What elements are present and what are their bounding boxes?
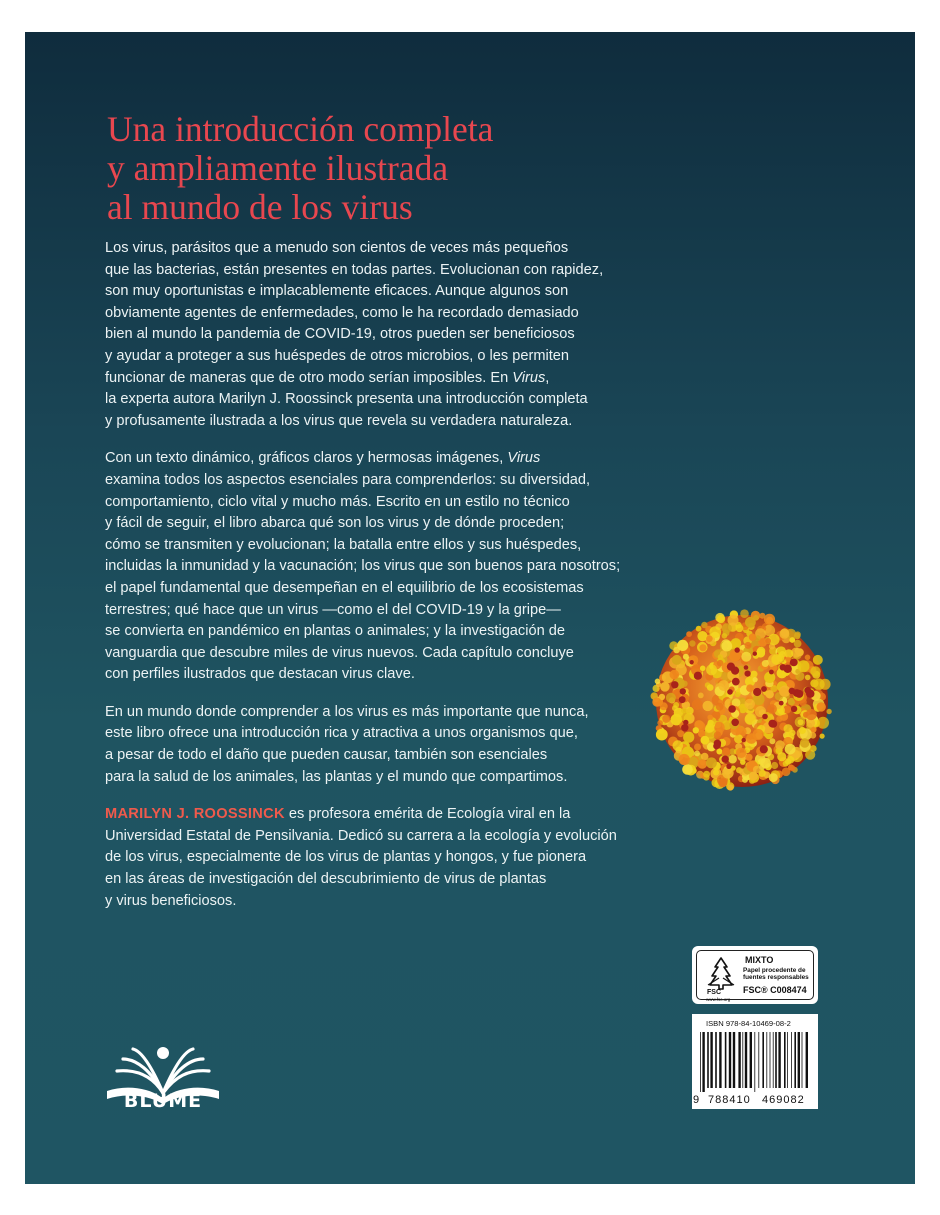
virus-spike [736, 748, 746, 758]
virus-spike [782, 768, 791, 777]
virus-spike [741, 652, 751, 662]
author-name: MARILYN J. ROOSSINCK [105, 806, 285, 823]
virus-spike [806, 709, 817, 720]
virus-spike [810, 745, 817, 752]
text-line: para la salud de los animales, las plantas y el mundo que compartimos. [105, 768, 568, 785]
text-line [105, 368, 665, 390]
fsc-url: www.fsc.org [706, 997, 731, 1002]
text-line: Universidad Estatal de Pensilvania. Dedicó su carrera a la ecología y evolución [105, 827, 617, 844]
virus-surface [761, 686, 767, 692]
barcode-bar [758, 1032, 759, 1088]
barcode-bar [719, 1032, 721, 1088]
virus-surface [790, 659, 798, 667]
barcode-bar [738, 1032, 740, 1088]
text-line: comportamiento, ciclo vital y mucho más. Escrito en un estilo no técnico [105, 493, 570, 510]
virus-spike [655, 679, 661, 685]
barcode-bar [773, 1032, 774, 1088]
virus-surface [753, 652, 757, 656]
cover-headline [107, 110, 667, 227]
text-line: y ayudar a proteger a sus huéspedes de otros microbios, o les permiten [105, 347, 570, 364]
virus-spike [735, 692, 740, 697]
virus-surface [680, 688, 686, 694]
fsc-label: MIXTO [745, 955, 774, 965]
virus-spike [707, 715, 713, 721]
barcode-bar [775, 1032, 777, 1088]
fsc-badge [692, 946, 818, 1004]
isbn-text: ISBN 978-84-10469-08-2 [706, 1019, 791, 1028]
virus-spike [740, 609, 749, 618]
virus-spike [765, 638, 771, 644]
virus-spike [707, 684, 714, 691]
text-line: terrestres; qué hace que un virus —como el del COVID-19 y la gripe— [105, 601, 561, 618]
virus-surface [804, 687, 811, 694]
virus-spike [745, 617, 756, 628]
virus-spike [779, 651, 786, 658]
virus-spike [757, 647, 765, 655]
barcode-bar [798, 1032, 800, 1088]
text-fragment: funcionar de maneras que de otro modo serían imposibles. En [105, 369, 509, 386]
text-line [105, 448, 665, 470]
text-line: vanguardia que descubre miles de virus nuevos. Cada capítulo concluye [105, 644, 574, 661]
virus-surface [683, 720, 688, 725]
text-fragment: , [545, 369, 550, 386]
virus-spike [740, 759, 746, 765]
fsc-mark: FSC [707, 989, 721, 996]
virus-illustration [647, 597, 837, 805]
barcode-bar [745, 1032, 747, 1088]
virus-spike [810, 679, 818, 687]
virus-spike [670, 670, 680, 680]
virus-spike [718, 680, 729, 691]
virus-spike [820, 734, 825, 739]
virus-spike [662, 715, 670, 723]
virus-surface [726, 764, 731, 769]
virus-spike [776, 716, 782, 722]
virus-spike [689, 640, 695, 646]
virus-spike [775, 740, 785, 750]
virus-spike [805, 655, 811, 661]
barcode-bar [791, 1032, 792, 1088]
text-line: examina todos los aspectos esenciales para comprenderlos: su diversidad, [105, 471, 591, 488]
virus-spike [780, 629, 790, 639]
virus-spike [734, 734, 743, 743]
virus-spike [810, 732, 816, 738]
isbn-barcode-box [692, 1014, 818, 1109]
book-title-italic: Virus [512, 369, 546, 386]
virus-surface [713, 743, 720, 750]
virus-spike [701, 736, 710, 745]
virus-spike [769, 738, 775, 744]
barcode-bar [802, 1032, 803, 1088]
virus-spike [681, 681, 687, 687]
text-line: bien al mundo la pandemia de COVID-19, otros pueden ser beneficiosos [105, 326, 575, 343]
virus-spike [698, 693, 704, 699]
virus-spike [660, 682, 670, 692]
virus-spike [672, 655, 682, 665]
virus-spike [718, 778, 727, 787]
virus-surface [762, 714, 768, 720]
book-title-italic: Virus [507, 450, 541, 467]
virus-spike [698, 759, 708, 769]
virus-surface [731, 719, 739, 727]
text-line: y fácil de seguir, el libro abarca qué son los virus y de dónde proceden; [105, 515, 565, 532]
barcode-bar [778, 1032, 780, 1088]
fsc-description [743, 967, 817, 982]
virus-spike [722, 748, 730, 756]
virus-spike [677, 640, 688, 651]
barcode-bar [700, 1032, 701, 1092]
book-back-cover [25, 32, 915, 1184]
barcode-bar [806, 1032, 808, 1088]
barcode-bar [784, 1032, 786, 1088]
virus-spike [682, 764, 693, 775]
text-fragment: Con un texto dinámico, gráficos claros y hermosas imágenes, [105, 450, 504, 467]
virus-spike [716, 703, 724, 711]
virus-surface [769, 670, 774, 675]
blurb [105, 238, 665, 928]
virus-spike [745, 754, 752, 761]
blurb-paragraph-2 [105, 448, 665, 686]
virus-spike [700, 666, 706, 672]
barcode [700, 1032, 812, 1092]
text-line: y virus beneficiosos. [105, 892, 237, 909]
virus-spike [714, 731, 722, 739]
fsc-desc-line: Papel procedente de [743, 967, 806, 974]
virus-spike [784, 724, 793, 733]
virus-surface [791, 706, 797, 712]
isbn-digits-right: 469082 [762, 1094, 805, 1106]
virus-spike [753, 729, 764, 740]
virus-spike [688, 655, 698, 665]
barcode-bar [707, 1032, 709, 1088]
barcode-bar [787, 1032, 788, 1088]
text-line: el papel fundamental que desempeñan en el equilibrio de los ecosistemas [105, 579, 584, 596]
text-line: en las áreas de investigación del descubrimiento de virus de plantas [105, 871, 547, 888]
barcode-bar [766, 1032, 767, 1088]
virus-spike [721, 641, 732, 652]
fsc-frame [696, 950, 814, 1000]
virus-spike [708, 720, 714, 726]
text-line: cómo se transmiten y evolucionan; la batalla entre ellos y sus huéspedes, [105, 536, 582, 553]
virus-spike [799, 727, 806, 734]
barcode-bar [742, 1032, 743, 1088]
virus-surface [742, 738, 746, 742]
virus-surface [789, 688, 796, 695]
virus-spike [672, 705, 678, 711]
virus-surface [770, 720, 778, 728]
virus-spike [742, 777, 748, 783]
virus-spike [679, 754, 690, 765]
virus-spike [656, 729, 668, 741]
virus-spike [652, 698, 661, 707]
virus-spike [694, 744, 701, 751]
virus-surface [679, 696, 686, 703]
virus-spike [716, 749, 722, 755]
virus-spike [703, 771, 710, 778]
virus-spike [717, 615, 725, 623]
virus-spike [813, 655, 823, 665]
barcode-bar [754, 1032, 755, 1092]
virus-spike [706, 757, 717, 768]
virus-surface [760, 745, 768, 753]
text-line: este libro ofrece una introducción rica y atractiva a unos organismos que, [105, 725, 578, 742]
virus-spike [677, 730, 684, 737]
virus-surface [681, 724, 688, 731]
barcode-bar [710, 1032, 712, 1088]
virus-spike [673, 740, 684, 751]
virus-spike [713, 769, 719, 775]
virus-spike [764, 614, 775, 625]
text-line: que las bacterias, están presentes en todas partes. Evolucionan con rapidez, [105, 261, 604, 278]
text-line: la experta autora Marilyn J. Roossinck presenta una introducción completa [105, 391, 588, 408]
virus-spike [703, 701, 713, 711]
virus-spike [692, 699, 703, 710]
isbn-digits-left: 788410 [708, 1094, 751, 1106]
barcode-bar [733, 1032, 735, 1088]
virus-spike [746, 684, 754, 692]
virus-spike [767, 704, 777, 714]
text-line: incluidas la inmunidad y la vacunación; los virus que son buenos para nosotros; [105, 558, 621, 575]
text-line: y profusamente ilustrada a los virus que revela su verdadera naturaleza. [105, 412, 573, 429]
virus-spike [805, 675, 811, 681]
text-line: En un mundo donde comprender a los virus es más importante que nunca, [105, 703, 589, 720]
virus-spike [826, 709, 831, 714]
virus-spike [686, 631, 692, 637]
virus-spike [769, 773, 778, 782]
author-bio [105, 804, 665, 912]
barcode-bar [715, 1032, 717, 1088]
virus-spike [766, 690, 774, 698]
virus-spike [699, 644, 706, 651]
virus-spike [728, 755, 737, 764]
virus-spike [718, 654, 723, 659]
virus-spike [817, 717, 829, 729]
barcode-bar [794, 1032, 796, 1088]
text-line [105, 804, 665, 826]
text-line: obviamente agentes de enfermedades, como le ha recordado demasiado [105, 304, 579, 321]
virus-spike [745, 642, 752, 649]
barcode-bar [750, 1032, 752, 1088]
virus-spike [749, 772, 758, 781]
fsc-code: FSC® C008474 [743, 985, 807, 995]
virus-spike [745, 714, 756, 725]
virus-spike [666, 693, 676, 703]
virus-surface [694, 672, 702, 680]
virus-spike [760, 758, 771, 769]
virus-surface [745, 671, 751, 677]
virus-surface [753, 688, 761, 696]
barcode-bar [725, 1032, 727, 1088]
virus-spike [697, 631, 707, 641]
virus-spike [798, 660, 810, 672]
barcode-bar [702, 1032, 704, 1092]
barcode-bar [770, 1032, 771, 1088]
virus-spike [749, 634, 756, 641]
virus-surface [728, 705, 736, 713]
virus-surface [671, 681, 678, 688]
virus-spike [694, 751, 700, 757]
virus-surface [722, 756, 729, 763]
virus-surface [690, 660, 694, 664]
virus-surface [735, 647, 740, 652]
isbn-digit-first: 9 [693, 1094, 700, 1106]
virus-spike [753, 677, 758, 682]
text-fragment: es profesora emérita de Ecología viral en la [284, 806, 571, 823]
virus-surface [727, 689, 733, 695]
text-line: a pesar de todo el daño que pueden causar, también son esenciales [105, 747, 548, 764]
virus-surface [732, 678, 740, 686]
headline-line-3: al mundo de los virus [107, 187, 413, 227]
text-line: con perfiles ilustrados que destacan virus clave. [105, 666, 415, 683]
virus-spike [800, 738, 810, 748]
barcode-bar [729, 1032, 731, 1088]
virus-surface [795, 690, 803, 698]
virus-spike [794, 633, 801, 640]
virus-spike [744, 699, 755, 710]
virus-spike [722, 633, 728, 639]
blurb-paragraph-3 [105, 702, 665, 788]
publisher-name: BLUME [123, 1090, 203, 1112]
virus-spike [798, 719, 804, 725]
virus-surface [780, 664, 786, 670]
virus-surface [727, 663, 735, 671]
headline-line-1: Una introducción completa [107, 109, 494, 149]
virus-surface [744, 665, 749, 670]
virus-spike [762, 660, 769, 667]
text-line: son muy oportunistas e implacablemente eficaces. Aunque algunos son [105, 283, 569, 300]
blurb-paragraph-1 [105, 238, 665, 432]
virus-spike [796, 648, 804, 656]
virus-spike [785, 744, 796, 755]
virus-spike [728, 615, 739, 626]
virus-spike [817, 702, 826, 711]
headline-line-2: y ampliamente ilustrada [107, 148, 449, 188]
barcode-bar [762, 1032, 764, 1088]
virus-spike [789, 637, 795, 643]
virus-spike [706, 635, 713, 642]
text-line: Los virus, parásitos que a menudo son cientos de veces más pequeños [105, 240, 569, 256]
text-line: se convierta en pandémico en plantas o animales; y la investigación de [105, 623, 565, 640]
text-line: de los virus, especialmente de los virus de plantas y hongos, y fue pionera [105, 849, 587, 866]
virus-spike [683, 732, 694, 743]
fsc-desc-line: fuentes responsables [743, 974, 809, 982]
virus-spike [696, 626, 702, 632]
virus-spike [706, 664, 717, 675]
virus-spike [785, 758, 791, 764]
virus-spike [693, 727, 699, 733]
virus-spike [777, 752, 786, 761]
virus-spike [810, 666, 820, 676]
virus-surface [779, 701, 784, 706]
virus-spike [771, 762, 778, 769]
virus-spike [657, 720, 663, 726]
